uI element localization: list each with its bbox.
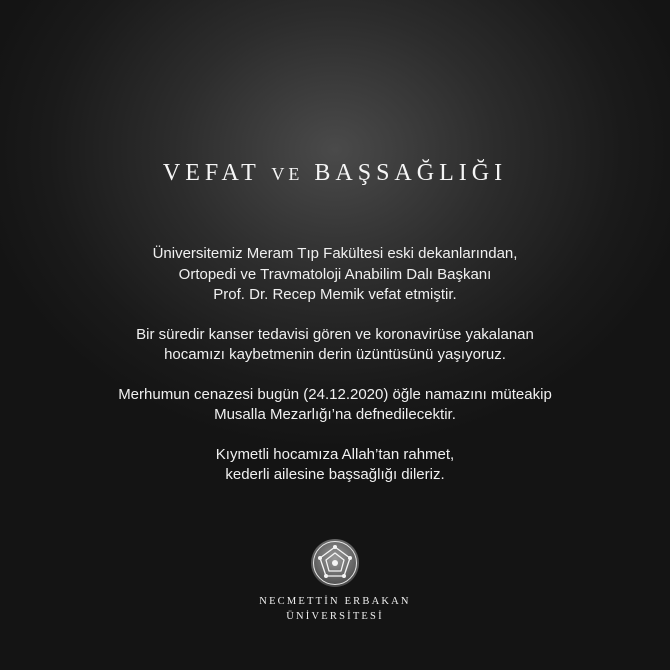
text-line: Bir süredir kanser tedavisi gören ve koronavirüse yakalanan — [136, 325, 534, 343]
university-name-line2: ÜNİVERSİTESİ — [286, 611, 384, 622]
page-title — [0, 160, 670, 187]
text-line: Musalla Mezarlığı’na defnedilecektir. — [214, 406, 456, 423]
text-line: Merhumun cenazesi bugün (24.12.2020) öğle namazını müteakip — [118, 385, 552, 403]
paragraph-funeral — [0, 385, 670, 426]
paragraph-grief — [0, 325, 670, 366]
paragraph-condolence — [0, 445, 670, 486]
title-word-ve: VE — [271, 164, 304, 184]
text-line: Kıymetli hocamıza Allah’tan rahmet, — [215, 445, 455, 463]
text-line: kederli ailesine başsağlığı dileriz. — [225, 466, 445, 483]
text-line: Prof. Dr. Recep Memik vefat etmiştir. — [213, 286, 457, 303]
text-line: hocamızı kaybetmenin derin üzüntüsünü yaşıyoruz. — [164, 346, 506, 363]
university-name — [0, 594, 670, 624]
title-word-vefat: VEFAT — [162, 160, 261, 186]
message-body — [0, 244, 670, 505]
text-line: Üniversitemiz Meram Tıp Fakültesi eski dekanlarından, — [152, 245, 518, 262]
title-word-bassagligi: BAŞSAĞLIĞI — [314, 160, 508, 186]
text-line: Ortopedi ve Travmatoloji Anabilim Dalı Başkanı — [178, 265, 492, 283]
university-name-line1: NECMETTİN ERBAKAN — [259, 596, 411, 607]
paragraph-announcement — [0, 244, 670, 306]
university-emblem-icon — [310, 538, 360, 588]
